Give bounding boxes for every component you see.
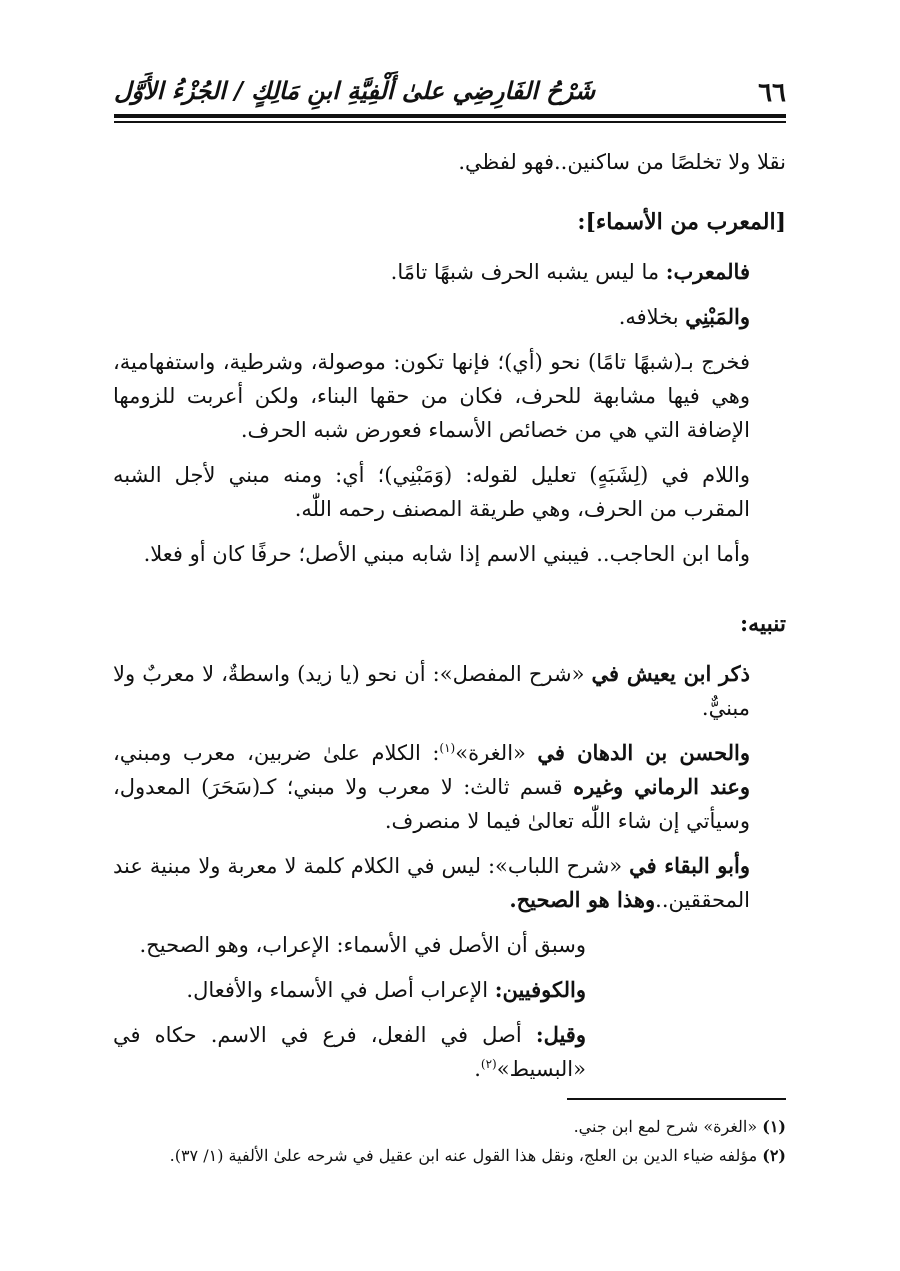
paragraph-definition-mabni: والمَبْنِي بخلافه. [618, 304, 750, 329]
paragraph-ibn-yaish: ذكر ابن يعيش في «شرح المفصل»: أن نحو (يا زيد) واسطةٌ، لا معربٌ ولا مبنيٌّ. [113, 661, 750, 720]
paragraph-abu-baqa: وأبو البقاء في «شرح اللباب»: ليس في الكلام كلمة لا معربة ولا مبنية عند المحققين..وهذا هو الصحيح. [113, 853, 750, 912]
paragraph-continuation: نقلا ولا تخلصًا من ساكنين..فهو لفظي. [458, 150, 786, 174]
running-title: شَرْحُ الفَارِضِي علىٰ أَلْفِيَّةِ ابنِ مَالِكٍ / الجُزْءُ الأَوَّل [114, 76, 596, 105]
header-rule-thin [114, 121, 786, 123]
paragraph-qil: وقيل: أصل في الفعل، فرع في الاسم. حكاه في «البسيط»$^{(٢)}$. [113, 1022, 586, 1081]
page-header [114, 70, 786, 114]
footnote-2: (٢) مؤلفه ضياء الدين بن العلج، ونقل هذا القول عنه ابن عقيل في شرحه علىٰ الألفية (١/ ٣٧). [169, 1146, 786, 1165]
page-number: ٦٦ [758, 78, 786, 108]
paragraph-ayy: فخرج بـ(شبهًا تامًا) نحو (أي)؛ فإنها تكون: موصولة، وشرطية، واستفهامية، وهي فيها مشابهة للحرف، فكان من حقها البناء، ولكن أعربت للزومها الإضافة التي هي من خصائص الأسماء فعورض شبه الحرف. [113, 350, 750, 442]
header-rule-thick [114, 114, 786, 118]
paragraph-ibn-dahhan: والحسن بن الدهان في «الغرة»$^{(١)}$: الكلام علىٰ ضربين، معرب ومبني، وعند الرماني وغيره قسم ثالث: لا معرب ولا مبني؛ كـ(سَحَرَ) المعدول، وسيأتي إن شاء اللّٰه تعالىٰ فيما لا منصرف. [113, 740, 751, 833]
section-heading: [المعرب من الأسماء]: [577, 209, 786, 235]
paragraph-origin: وسبق أن الأصل في الأسماء: الإعراب، وهو الصحيح. [139, 933, 586, 957]
footnotes [113, 1112, 786, 1170]
note-heading: تنبيه: [740, 611, 786, 637]
footnote-ref-2[interactable]: (٢) [480, 1057, 497, 1071]
paragraph-kufiyyin: والكوفيين: الإعراب أصل في الأسماء والأفعال. [186, 977, 586, 1002]
footnote-ref-1[interactable]: (١) [439, 741, 456, 755]
footnote-1: (١) «الغرة» شرح لمع ابن جني. [573, 1117, 786, 1136]
paragraph-ibn-hajib: وأما ابن الحاجب.. فيبني الاسم إذا شابه مبني الأصل؛ حرفًا كان أو فعلا. [143, 542, 750, 566]
paragraph-definition-muarab: فالمعرب: ما ليس يشبه الحرف شبهًا تامًا. [390, 259, 750, 284]
main-text [113, 145, 786, 1086]
footnote-separator [567, 1098, 786, 1100]
paragraph-lam: واللام في (لِشَبَهٍ) تعليل لقوله: (وَمَبْنِي)؛ أي: ومنه مبني لأجل الشبه المقرب من الحرف، وهي طريقة المصنف رحمه اللّٰه. [113, 463, 750, 521]
